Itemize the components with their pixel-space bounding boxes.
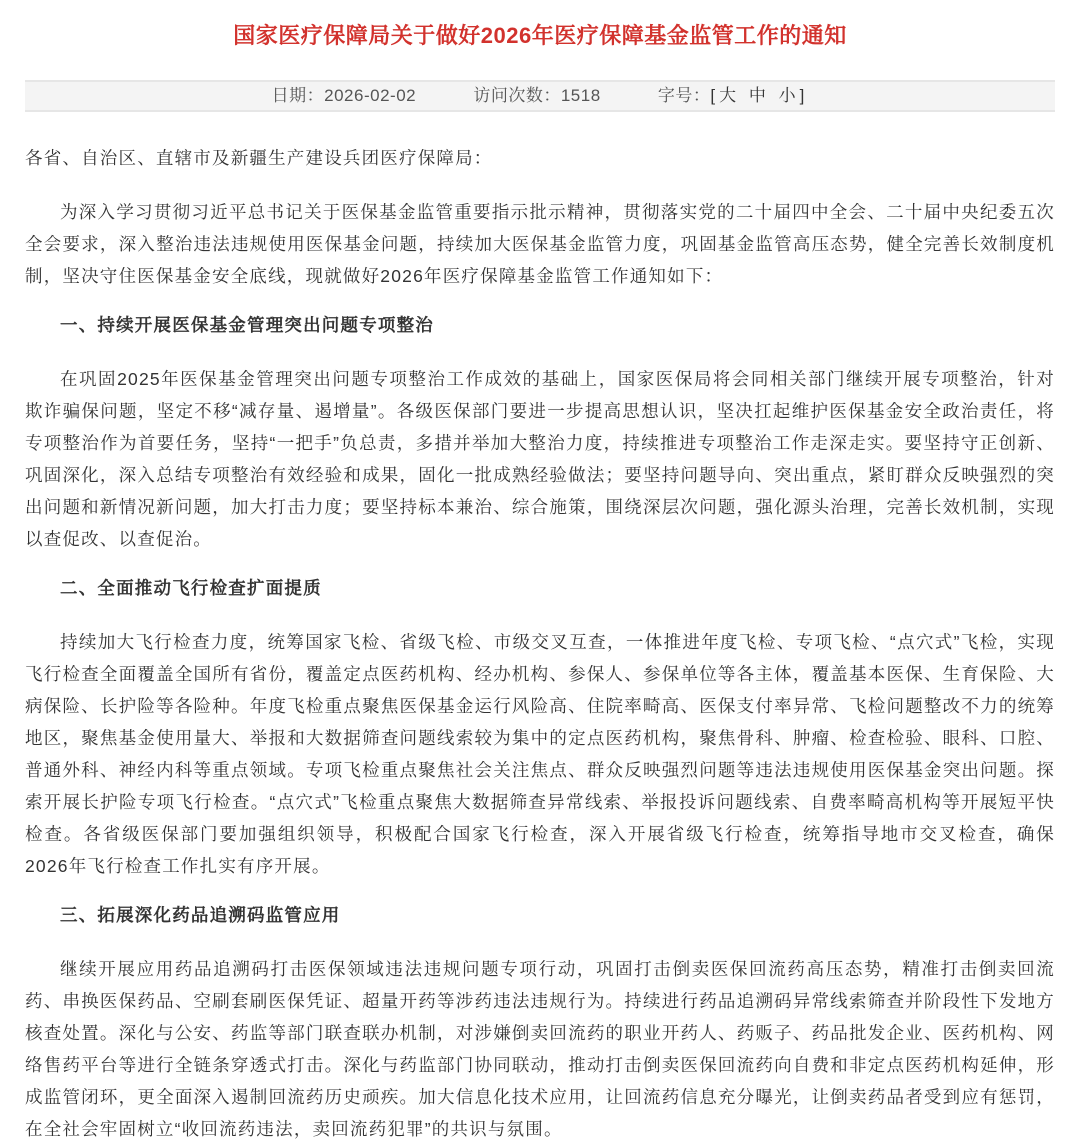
bracket-open: [ — [710, 86, 720, 105]
bracket-close: ] — [799, 86, 809, 105]
page-title: 国家医疗保障局关于做好2026年医疗保障基金监管工作的通知 — [233, 23, 847, 48]
section-paragraph: 持续加大飞行检查力度，统筹国家飞检、省级飞检、市级交叉互查，一体推进年度飞检、专项飞检、“点穴式”飞检，实现飞行检查全面覆盖全国所有省份，覆盖定点医药机构、经办机构、参保人、参保单位等各主体，覆盖基本医保、生育保险、大病保险、长护险等各险种。年度飞检重点聚焦医保基金运行风险高、住院率畸高、医保支付率异常、飞检问题整改不力的统筹地区，聚焦基金使用量大、举报和大数据筛查问题线索较为集中的定点医药机构，聚焦骨科、肿瘤、检查检验、眼科、口腔、普通外科、神经内科等重点领域。专项飞检重点聚焦社会关注焦点、群众反映强烈问题等违法违规使用医保基金突出问题。探索开展长护险专项飞行检查。“点穴式”飞检重点聚焦大数据筛查异常线索、举报投诉问题线索、自费率畸高机构等开展短平快检查。各省级医保部门要加强组织领导，积极配合国家飞行检查，深入开展省级飞行检查，统筹指导地市交叉检查，确保2026年飞行检查工作扎实有序开展。 — [25, 632, 1055, 876]
font-size-large-button[interactable]: 大 — [719, 86, 741, 105]
article-body — [25, 142, 1055, 1145]
publish-date — [272, 86, 416, 105]
section-heading: 一、持续开展医保基金管理突出问题专项整治 — [60, 315, 434, 335]
intro-paragraph: 为深入学习贯彻习近平总书记关于医保基金监管重要指示批示精神，贯彻落实党的二十届四中全会、二十届中央纪委五次全会要求，深入整治违法违规使用医保基金问题，持续加大医保基金监管力度，巩固基金监管高压态势，健全完善长效制度机制，坚决守住医保基金安全底线，现就做好2026年医疗保障基金监管工作通知如下： — [25, 202, 1055, 286]
date-value: 2026-02-02 — [324, 86, 417, 105]
section-heading: 三、拓展深化药品追溯码监管应用 — [60, 905, 341, 925]
date-label: 日期： — [271, 86, 325, 105]
visit-count — [473, 86, 600, 105]
font-size-label: 字号： — [657, 86, 711, 105]
font-size-medium-button[interactable]: 中 — [748, 86, 770, 105]
font-size-small-button[interactable]: 小 — [778, 86, 800, 105]
article-meta-bar — [25, 80, 1055, 112]
section-paragraph: 在巩固2025年医保基金管理突出问题专项整治工作成效的基础上，国家医保局将会同相关部门继续开展专项整治，针对欺诈骗保问题，坚定不移“减存量、遏增量”。各级医保部门要进一步提高思想认识，坚决扛起维护医保基金安全政治责任，将专项整治作为首要任务，坚持“一把手”负总责，多措并举加大整治力度，持续推进专项整治工作走深走实。要坚持守正创新、巩固深化，深入总结专项整治有效经验和成果，固化一批成熟经验做法；要坚持问题导向、突出重点，紧盯群众反映强烈的突出问题和新情况新问题，加大打击力度；要坚持标本兼治、综合施策，围绕深层次问题，强化源头治理，完善长效机制，实现以查促改、以查促治。 — [25, 369, 1055, 549]
section-paragraph: 继续开展应用药品追溯码打击医保领域违法违规问题专项行动，巩固打击倒卖医保回流药高压态势，精准打击倒卖回流药、串换医保药品、空刷套刷医保凭证、超量开药等涉药违法违规行为。持续进行药品追溯码异常线索筛查并阶段性下发地方核查处置。深化与公安、药监等部门联查联办机制，对涉嫌倒卖回流药的职业开药人、药贩子、药品批发企业、医药机构、网络售药平台等进行全链条穿透式打击。深化与药监部门协同联动，推动打击倒卖医保回流药向自费和非定点医药机构延伸，形成监管闭环，更全面深入遏制回流药历史顽疾。加大信息化技术应用，让回流药信息充分曝光，让倒卖药品者受到应有惩罚，在全社会牢固树立“收回流药违法，卖回流药犯罪”的共识与氛围。 — [25, 959, 1055, 1139]
font-size-switcher — [658, 86, 808, 105]
visits-value: 1518 — [560, 86, 601, 105]
salutation: 各省、自治区、直辖市及新疆生产建设兵团医疗保障局： — [25, 148, 493, 168]
section-heading: 二、全面推动飞行检查扩面提质 — [60, 578, 322, 598]
visits-label: 访问次数： — [473, 86, 561, 105]
